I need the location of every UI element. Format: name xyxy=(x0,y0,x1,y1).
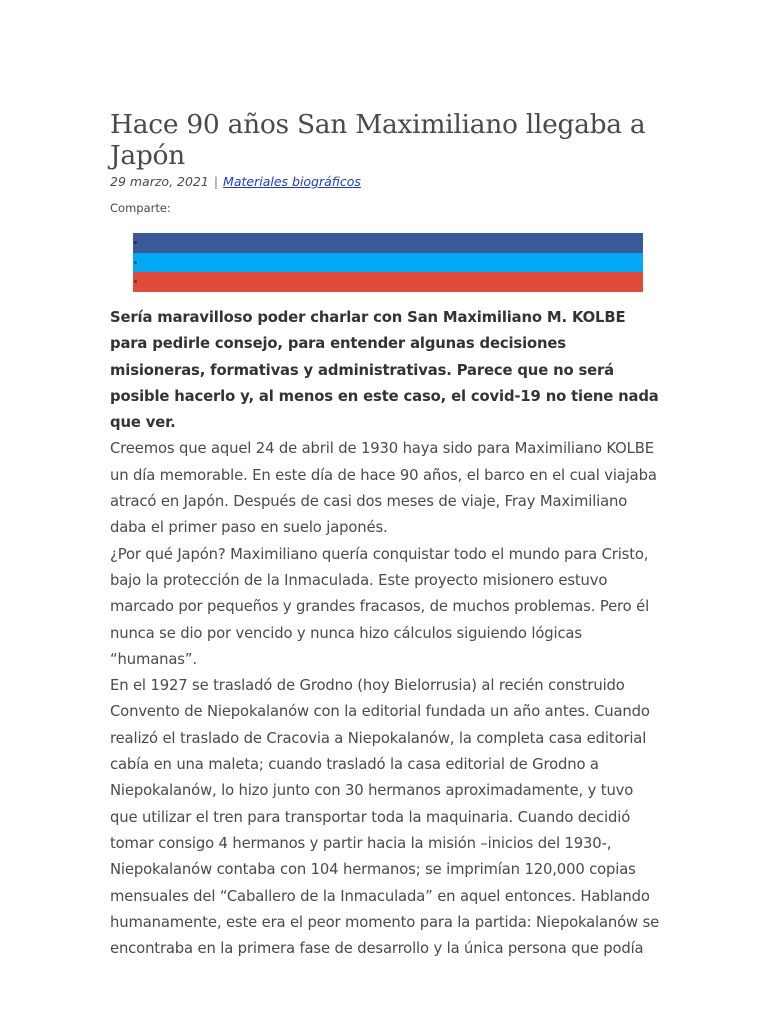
article-title: Hace 90 años San Maximiliano llegaba a Japón xyxy=(110,109,646,171)
facebook-icon xyxy=(134,241,137,244)
post-meta xyxy=(110,173,660,191)
article-body xyxy=(110,305,660,962)
post-date: 29 marzo, 2021 xyxy=(110,174,209,189)
article-header xyxy=(110,109,660,216)
lead-paragraph: Sería maravilloso poder charlar con San Maximiliano M. KOLBE para pedirle consejo, para entender algunas decisiones misioneras, formativas y administrativas. Parece que no será posible hacerlo y, al menos en este caso, el covid-19 no tiene nada que ver. xyxy=(110,309,659,432)
facebook-share-button[interactable] xyxy=(133,233,643,253)
meta-separator: | xyxy=(213,174,219,189)
paragraph-2: ¿Por qué Japón? Maximiliano quería conquistar todo el mundo para Cristo, bajo la protección de la Inmaculada. Este proyecto misionero estuvo marcado por pequeños y grandes fracasos, de muchos problemas. Pero él nunca se dio por vencido y nunca hizo cálculos siguiendo lógicas “humanas”. xyxy=(110,545,650,668)
twitter-icon xyxy=(134,261,137,264)
paragraph-1: Creemos que aquel 24 de abril de 1930 haya sido para Maximiliano KOLBE un día memorable. En este día de hace 90 años, el barco en el cual viajaba atracó en Japón. Después de casi dos meses de viaje, Fray Maximiliano daba el primer paso en suelo japonés. xyxy=(110,440,657,537)
category-link[interactable]: Materiales biográficos xyxy=(223,174,361,189)
paragraph-3: En el 1927 se trasladó de Grodno (hoy Bielorrusia) al recién construido Convento de Niepokalanów con la editorial fundada un año antes. Cuando realizó el traslado de Cracovia a Niepokalanów, la completa casa editorial cabía en una maleta; cuando trasladó la casa editorial de Grodno a Niepokalanów, lo hizo junto con 30 hermanos aproximadamente, y tuvo que utilizar el tren para transportar toda la maquinaria. Cuando decidió tomar consigo 4 hermanos y partir hacia la misión –inicios del 1930-, Niepokalanów contaba con 104 hermanos; se imprimían 120,000 copias mensuales del “Caballero de la Inmaculada” en aquel entonces. Hablando humanamente, este era el peor momento para la partida: Niepokalanów se encontraba en la primera fase de desarrollo y la única persona que podía xyxy=(110,677,660,958)
pinterest-icon xyxy=(134,280,137,283)
share-buttons xyxy=(133,233,643,292)
twitter-share-button[interactable] xyxy=(133,253,643,273)
share-label: Comparte: xyxy=(110,201,171,215)
pinterest-share-button[interactable] xyxy=(133,272,643,292)
